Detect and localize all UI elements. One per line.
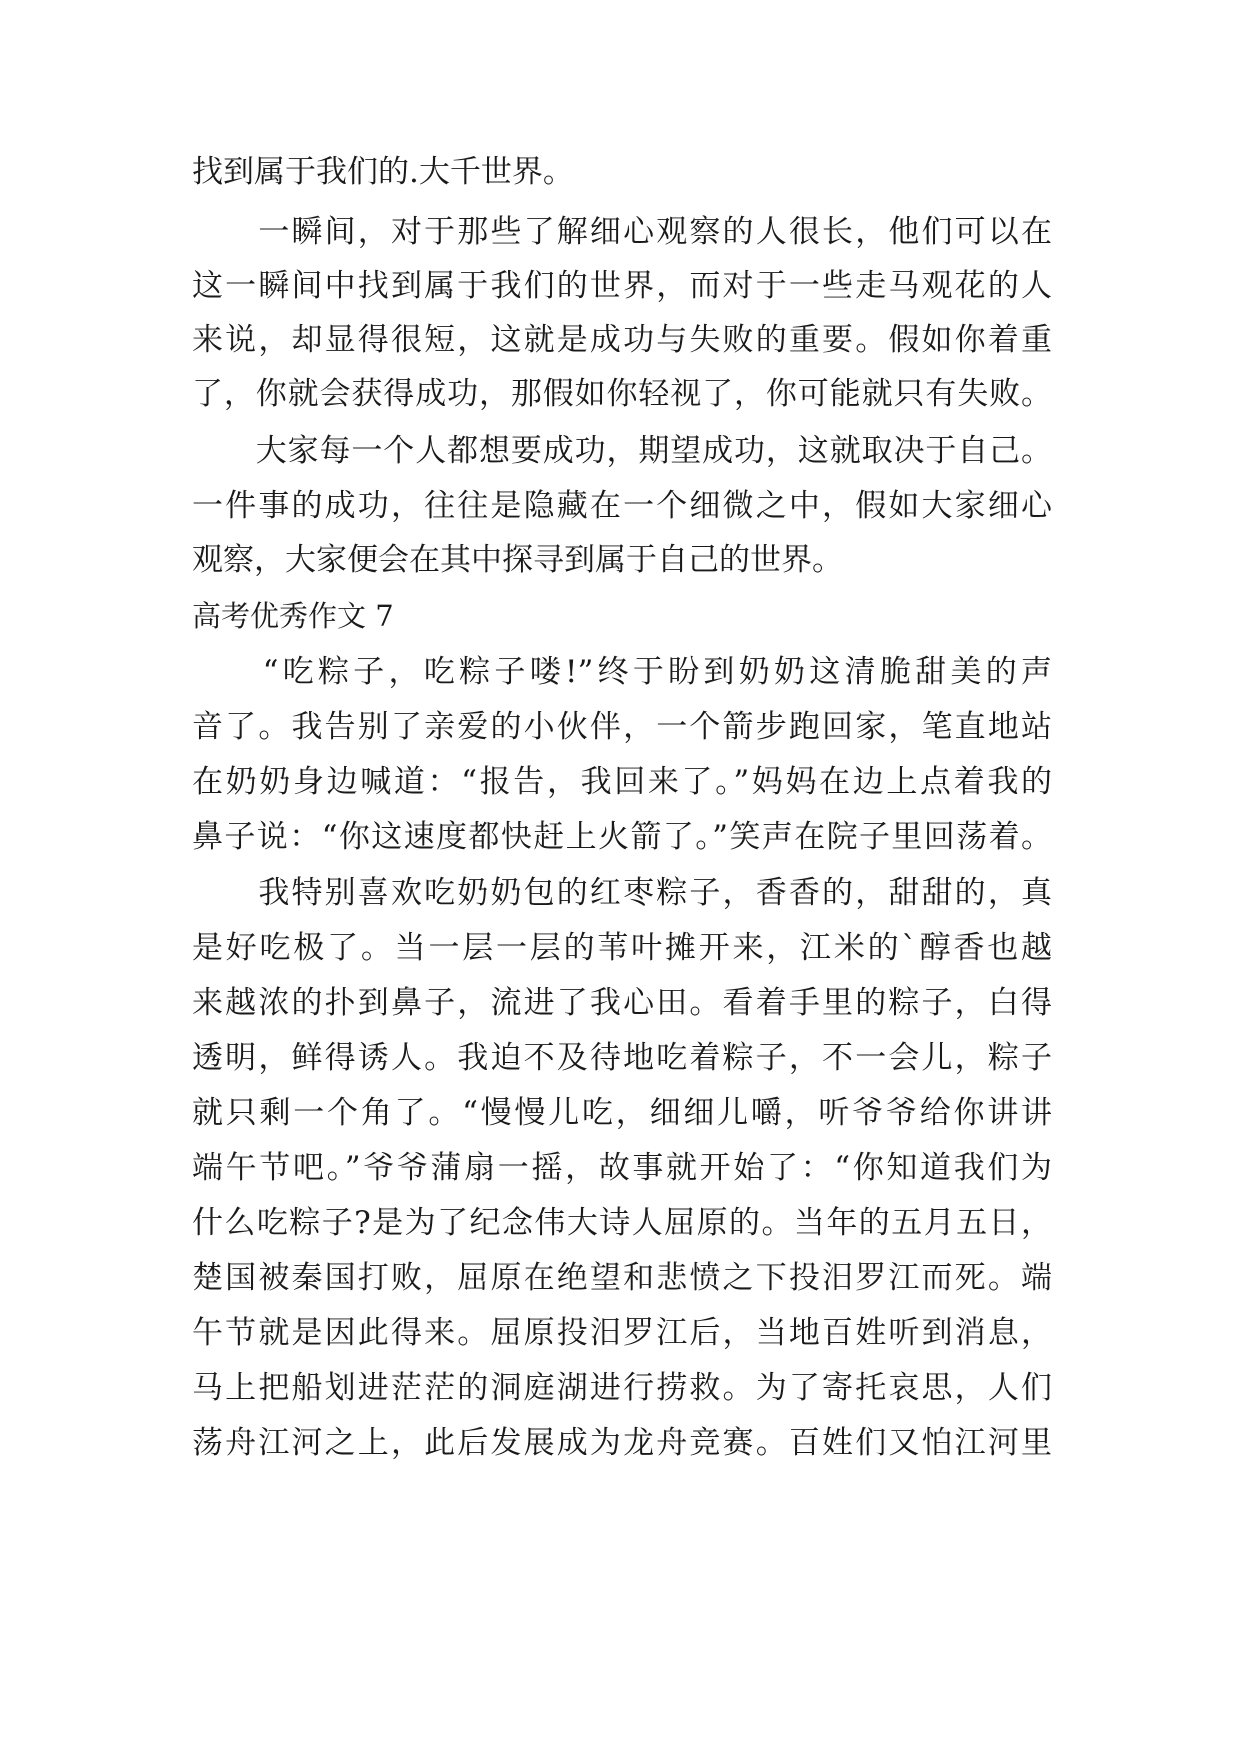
text-line: 一瞬间，对于那些了解细心观察的人很长，他们可以在 xyxy=(192,214,1052,250)
text-line: 来越浓的扑到鼻子，流进了我心田。看着手里的粽子，白得 xyxy=(192,985,1052,1021)
text-line: 一件事的成功，往往是隐藏在一个细微之中，假如大家细心 xyxy=(192,488,1052,524)
text-line: 这一瞬间中找到属于我们的世界，而对于一些走马观花的人 xyxy=(192,268,1052,304)
text-line: 马上把船划进茫茫的洞庭湖进行捞救。为了寄托哀思，人们 xyxy=(192,1370,1052,1406)
text-line: 找到属于我们的.大千世界。 xyxy=(192,154,574,190)
text-line: 音了。我告别了亲爱的小伙伴，一个箭步跑回家，笔直地站 xyxy=(192,709,1052,745)
section-heading: 高考优秀作文 7 xyxy=(192,599,394,633)
text-line: 就只剩一个角了。“慢慢儿吃，细细儿嚼，听爷爷给你讲讲 xyxy=(192,1095,1052,1131)
text-line: 来说，却显得很短，这就是成功与失败的重要。假如你着重 xyxy=(192,322,1052,358)
text-line: 是好吃极了。当一层一层的苇叶摊开来，江米的`醇香也越 xyxy=(192,930,1052,966)
text-line: 大家每一个人都想要成功，期望成功，这就取决于自己。 xyxy=(192,433,1052,469)
text-line: 我特别喜欢吃奶奶包的红枣粽子，香香的，甜甜的，真 xyxy=(192,875,1052,911)
text-line: 观察，大家便会在其中探寻到属于自己的世界。 xyxy=(192,542,843,578)
text-line: 荡舟江河之上，此后发展成为龙舟竞赛。百姓们又怕江河里 xyxy=(192,1425,1052,1461)
text-line: 端午节吧。”爷爷蒲扇一摇，故事就开始了：“你知道我们为 xyxy=(192,1150,1052,1186)
text-line: “吃粽子，吃粽子喽!”终于盼到奶奶这清脆甜美的声 xyxy=(192,654,1052,690)
text-line: 鼻子说：“你这速度都快赶上火箭了。”笑声在院子里回荡着。 xyxy=(192,819,1052,855)
text-line: 午节就是因此得来。屈原投汨罗江后，当地百姓听到消息， xyxy=(192,1315,1052,1351)
text-line: 了，你就会获得成功，那假如你轻视了，你可能就只有失败。 xyxy=(192,376,1052,412)
text-line: 什么吃粽子?是为了纪念伟大诗人屈原的。当年的五月五日， xyxy=(192,1205,1052,1241)
text-line: 透明，鲜得诱人。我迫不及待地吃着粽子，不一会儿，粽子 xyxy=(192,1040,1052,1076)
text-line: 在奶奶身边喊道：“报告，我回来了。”妈妈在边上点着我的 xyxy=(192,764,1052,800)
text-line: 楚国被秦国打败，屈原在绝望和悲愤之下投汨罗江而死。端 xyxy=(192,1260,1052,1296)
